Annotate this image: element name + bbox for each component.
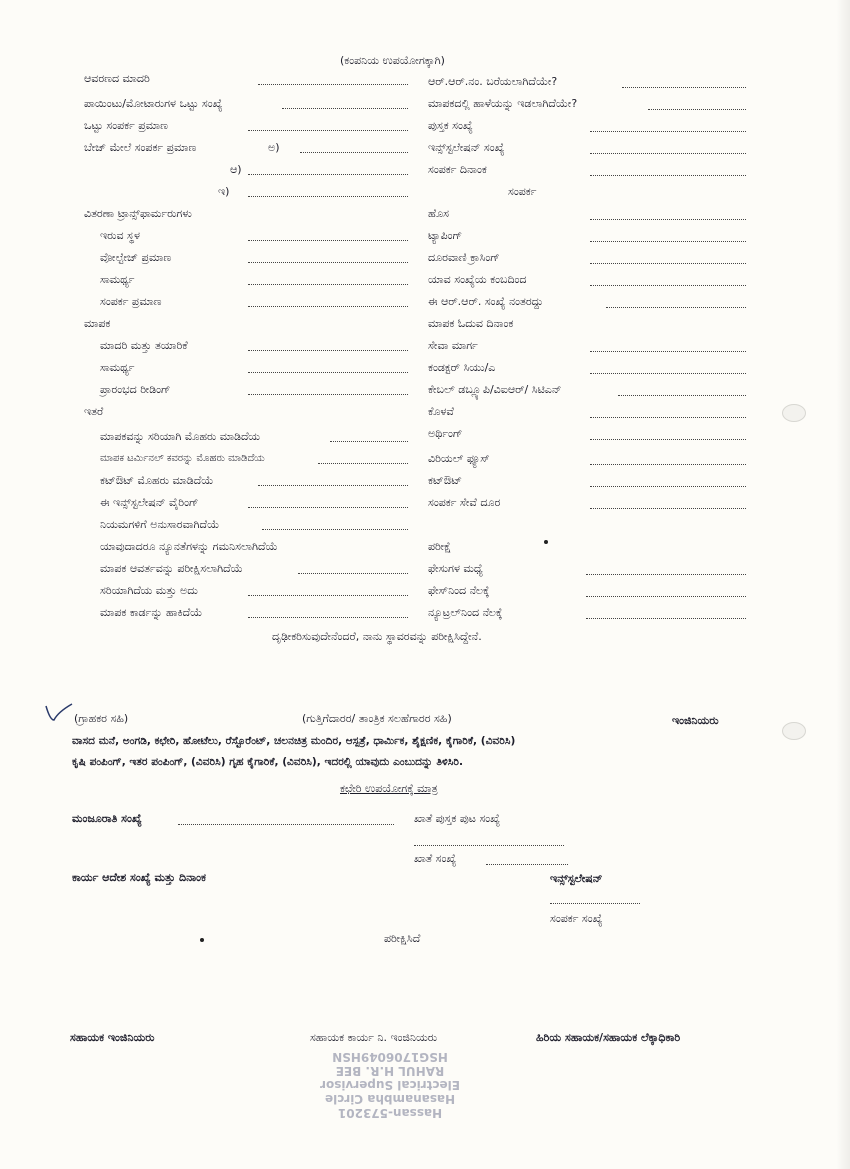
account-number-field[interactable]: [486, 864, 568, 865]
service-distance-label: ಸಂಪರ್ಕ ಸೇವೆ ದೂರ: [428, 496, 501, 509]
meter-card-field[interactable]: [248, 617, 408, 618]
installation-wiring-field[interactable]: [248, 507, 408, 508]
meter-sealed-field[interactable]: [330, 441, 408, 442]
earthing-field[interactable]: [590, 439, 746, 440]
service-line-field[interactable]: [590, 351, 746, 352]
category-line-1: ವಾಸದ ಮನೆ, ಅಂಗಡಿ, ಕಛೇರಿ, ಹೋಟೆಲು, ರೆಸ್ಟೊರೆಂಟ್, ಚಲನಚಿತ್ರ ಮಂದಿರ, ಆಸ್ಪತ್ರೆ, ಧಾರ್ಮಿಕ, ಶೈಕ್ಷಣಿಕ, ಕೈಗಾರಿಕೆ, (ವಿವರಿಸಿ): [72, 735, 516, 747]
sanction-number-field[interactable]: [178, 824, 394, 825]
meter-card-label: ಮಾಪಕ ಕಾರ್ಡನ್ನು ಹಾಕಿದೆಯೆ: [100, 606, 203, 619]
service-line-label: ಸೇವಾ ಮಾರ್ಗ: [428, 339, 478, 352]
cutout-sealed-label: ಕಟ್‌ಔಟ್ ಮೊಹರು ಮಾಡಿದೆಯೆ: [100, 474, 214, 487]
conduit-label: ಕೊಳವೆ: [428, 405, 454, 418]
installation-number-field[interactable]: [590, 153, 746, 154]
ledger-page-field[interactable]: [414, 845, 564, 846]
location-field[interactable]: [248, 240, 408, 241]
meter-make-label: ಮಾದರಿ ಮತ್ತು ತಯಾರಿಕೆ: [100, 339, 188, 352]
base-load-c-field[interactable]: [248, 196, 408, 197]
total-load-field[interactable]: [248, 130, 408, 131]
new-field[interactable]: [590, 219, 746, 220]
ledger-page-label: ಖಾತೆ ಪುಸ್ತಕ ಪುಟ ಸಂಖ್ಯೆ: [414, 812, 501, 825]
initial-reading-label: ಪ್ರಾರಂಭದ ರೀಡಿಂಗ್: [100, 383, 171, 396]
voltage-field[interactable]: [248, 262, 408, 263]
points-motors-field[interactable]: [282, 108, 408, 109]
pole-number-field[interactable]: [590, 285, 746, 286]
ink-speck: [544, 540, 548, 544]
category-line-2: ಕೃಷಿ ಪಂಪಿಂಗ್, ಇತರ ಪಂಪಿಂಗ್, (ವಿವರಿಸಿ) ಗೃಹ ಕೈಗಾರಿಕೆ, (ವಿವರಿಸಿ), ಇದರಲ್ಲಿ ಯಾವುದು ಎಂಬುದನ್ನು ತಿಳಿಸಿರಿ.: [72, 756, 464, 768]
base-load-a-label: ಅ): [268, 141, 280, 154]
checked-label: ಪರೀಕ್ಷಿಸಿದೆ: [384, 932, 421, 945]
phase-phase-field[interactable]: [586, 574, 746, 575]
installation-label: ಇನ್ಸ್‌ಸ್ಟಲೇಷನ್: [550, 872, 603, 885]
meter-rotation-label: ಮಾಪಕ ಆವರ್ತವನ್ನು ಪರೀಕ್ಷಿಸಲಾಗಿದೆಯೆ: [100, 562, 243, 575]
meter-make-field[interactable]: [248, 350, 408, 351]
correct-field[interactable]: [248, 595, 408, 596]
tapping-field[interactable]: [590, 241, 746, 242]
office-use-heading: ಕಛೇರಿ ಉಪಯೋಗಕ್ಕೆ ಮಾತ್ರ: [340, 782, 438, 795]
location-label: ಇರುವ ಸ್ಥಳ: [100, 229, 140, 242]
meter-capacity-label: ಸಾಮರ್ಥ್ಯ: [100, 361, 135, 374]
test-heading: ಪರೀಕ್ಷೆ: [428, 540, 452, 553]
installation-number-label: ಇನ್ಸ್‌ಸ್ಟಲೇಷನ್ ಸಂಖ್ಯೆ: [428, 141, 505, 154]
book-number-field[interactable]: [590, 131, 746, 132]
correct-label: ಸರಿಯಾಗಿದೆಯ ಮತ್ತು ಅದು: [100, 584, 198, 597]
engineer-signature-label: ಇಂಜಿನಿಯರು: [672, 714, 719, 727]
customer-signature-label: (ಗ್ರಾಹಕರ ಸಹಿ): [74, 712, 129, 725]
meter-rotation-field[interactable]: [298, 573, 408, 574]
pole-number-label: ಯಾವ ಸಂಖ್ಯೆಯ ಕಂಬದಿಂದ: [428, 273, 527, 286]
terminal-cover-field[interactable]: [318, 463, 408, 464]
rr-no-written-field[interactable]: [622, 87, 746, 88]
phase-earth-field[interactable]: [586, 596, 746, 597]
phase-phase-label: ಫೇಸುಗಳ ಮಧ್ಯೆ: [428, 562, 483, 575]
conductor-field[interactable]: [590, 373, 746, 374]
voltage-label: ವೋಲ್ಟೇಜ್ ಪ್ರಮಾಣ: [100, 251, 172, 264]
installation-wiring-label: ಈ ಇನ್ಸ್‌ಸ್ಟಲೇಷನ್ ವೈರಿಂಗ್: [100, 496, 199, 509]
account-number-label: ಖಾತೆ ಸಂಖ್ಯೆ: [414, 852, 457, 865]
sheet-placed-field[interactable]: [648, 109, 746, 110]
ink-speck: [200, 938, 204, 942]
premises-type-label: ಆವರಣದ ಮಾದರಿ: [84, 72, 150, 85]
accounts-officer-label: ಹಿರಿಯ ಸಹಾಯಕ/ಸಹಾಯಕ ಲೆಕ್ಕಾಧಿಕಾರಿ: [536, 1031, 681, 1044]
transformers-label: ವಿತರಣಾ ಟ್ರಾನ್ಸ್‌ಫಾರ್ಮರುಗಳು: [84, 207, 192, 220]
neutral-earth-field[interactable]: [586, 618, 746, 619]
base-load-b-label: ಆ): [230, 163, 242, 176]
seal-stamp: Hassan-573201 Hasanambha Circle Electrical Supervisor RAHUL H.R. BEE HSG1706049HSN: [320, 1050, 460, 1120]
book-number-label: ಪುಸ್ತಕ ಸಂಖ್ಯೆ: [428, 119, 473, 132]
cable-type-field[interactable]: [618, 395, 746, 396]
connected-load-label: ಸಂಪರ್ಕ ಪ್ರಮಾಣ: [100, 295, 162, 308]
service-distance-field[interactable]: [590, 508, 746, 509]
connected-load-field[interactable]: [248, 306, 408, 307]
serial-fuse-label: ವಿರಿಯಲ್ ಫ್ಯೂಸ್: [428, 452, 490, 465]
total-load-label: ಒಟ್ಟು ಸಂಪರ್ಕ ಪ್ರಮಾಣ: [84, 119, 168, 132]
assistant-engineer-label: ಸಹಾಯಕ ಇಂಜಿನಿಯರು: [70, 1031, 155, 1044]
sheet-placed-label: ಮಾಪಕದಲ್ಲಿ ಹಾಳೆಯನ್ನು ಇಡಲಾಗಿದೆಯೇ?: [428, 97, 578, 110]
sanction-number-label: ಮಂಜೂರಾತಿ ಸಂಖ್ಯೆ: [72, 812, 142, 825]
cutout-field[interactable]: [590, 486, 746, 487]
conduit-field[interactable]: [590, 417, 746, 418]
as-per-rules-label: ನಿಯಮಗಳಿಗೆ ಅನುಸಾರವಾಗಿದೆಯೆ: [100, 518, 220, 531]
base-load-label: ಬೇಜ್ ಮೇಲೆ ಸಂಪರ್ಕ ಪ್ರಮಾಣ: [84, 141, 197, 154]
meter-capacity-field[interactable]: [248, 372, 408, 373]
certification-text: ದೃಢೀಕರಿಸುವುದೇನೆಂದರೆ, ನಾನು ಸ್ಥಾವರವನ್ನು ಪರೀಕ್ಷಿಸಿದ್ದೇನೆ.: [272, 630, 482, 643]
points-motors-label: ಪಾಯಿಂಟು/ಮೋಟಾರುಗಳ ಒಟ್ಟು ಸಂಖ್ಯೆ: [84, 97, 223, 110]
next-rr-label: ಈ ಆರ್.ಆರ್. ಸಂಖ್ಯೆ ನಂತರದ್ದು: [428, 295, 544, 308]
cutout-label: ಕಟ್‌ಔಟ್: [428, 474, 462, 487]
tapping-label: ಟ್ಯಾಪಿಂಗ್: [428, 229, 463, 242]
installation-field[interactable]: [550, 903, 640, 904]
initial-reading-field[interactable]: [248, 394, 408, 395]
others-label: ಇತರೆ: [84, 405, 104, 418]
serial-fuse-field[interactable]: [590, 464, 746, 465]
connection-date-label: ಸಂಪರ್ಕ ದಿನಾಂಕ: [428, 163, 487, 176]
as-per-rules-field[interactable]: [262, 529, 408, 530]
tick-mark-icon: [44, 700, 74, 724]
meter-reading-date-label: ಮಾಪಕ ಓದುವ ದಿನಾಂಕ: [428, 317, 514, 330]
cable-type-label: ಕೇಬಲ್ ಡಬ್ಲ್ಯೂಪಿ/ವಿಐಆರ್/ ಸಿಟಿಎನ್: [428, 383, 562, 396]
defects-label: ಯಾವುದಾದರೂ ನ್ಯೂನತೆಗಳನ್ನು ಗಮನಿಸಲಾಗಿದೆಯೆ: [100, 540, 278, 553]
punch-hole-icon: [782, 722, 806, 740]
neutral-earth-label: ನ್ಯೂಟ್ರಲ್‌ನಿಂದ ನೆಲಕ್ಕೆ: [428, 606, 503, 619]
contractor-signature-label: (ಗುತ್ತಿಗೆದಾರರ/ ತಾಂತ್ರಿಕ ಸಲಹೆಗಾರರ ಸಹಿ): [302, 712, 452, 725]
form-title: (ಕಂಪನಿಯ ಉಪಯೋಗಕ್ಕಾಗಿ): [340, 54, 445, 67]
connection-number-label: ಸಂಪರ್ಕ ಸಂಖ್ಯೆ: [550, 912, 603, 925]
connection-heading: ಸಂಪರ್ಕ: [508, 185, 537, 198]
meter-label: ಮಾಪಕ: [84, 317, 111, 330]
meter-sealed-label: ಮಾಪಕವನ್ನು ಸರಿಯಾಗಿ ಮೊಹರು ಮಾಡಿದೆಯ: [100, 430, 261, 443]
punch-hole-icon: [782, 404, 806, 422]
telephone-crossing-field[interactable]: [590, 263, 746, 264]
base-load-b-field[interactable]: [248, 174, 408, 175]
new-label: ಹೊಸ: [428, 207, 449, 220]
rr-no-written-label: ಆರ್.ಆರ್.ನಂ. ಬರೆಯಲಾಗಿದೆಯೇ?: [428, 75, 558, 88]
work-order-label: ಕಾರ್ಯ ಆದೇಶ ಸಂಖ್ಯೆ ಮತ್ತು ದಿನಾಂಕ: [72, 871, 206, 884]
phase-earth-label: ಫೇಸ್‌ನಿಂದ ನೆಲಕ್ಕೆ: [428, 584, 490, 597]
capacity-label: ಸಾಮರ್ಥ್ಯ: [100, 273, 135, 286]
premises-type-field[interactable]: [258, 84, 408, 85]
cutout-sealed-field[interactable]: [258, 485, 408, 486]
base-load-a-field[interactable]: [300, 152, 408, 153]
conductor-label: ಕಂಡಕ್ಟರ್ ಸಿಯು/ಎ: [428, 361, 496, 374]
connection-date-field[interactable]: [590, 175, 746, 176]
capacity-field[interactable]: [248, 284, 408, 285]
earthing-label: ಅರ್ಥಿಂಗ್: [428, 427, 463, 440]
assistant-executive-engineer-label: ಸಹಾಯಕ ಕಾರ್ಯ ನಿ. ಇಂಜಿನಿಯರು: [310, 1031, 438, 1044]
next-rr-field[interactable]: [606, 307, 746, 308]
base-load-c-label: ಇ): [218, 185, 230, 198]
telephone-crossing-label: ದೂರವಾಣಿ ಕ್ರಾಸಿಂಗ್: [428, 251, 500, 264]
terminal-cover-label: ಮಾಪಕ ಟರ್ಮಿನಲ್ ಕವರನ್ನು ಮೊಹರು ಮಾಡಿದೆಯ: [100, 453, 265, 464]
paper-edge-shadow: [836, 0, 850, 1169]
